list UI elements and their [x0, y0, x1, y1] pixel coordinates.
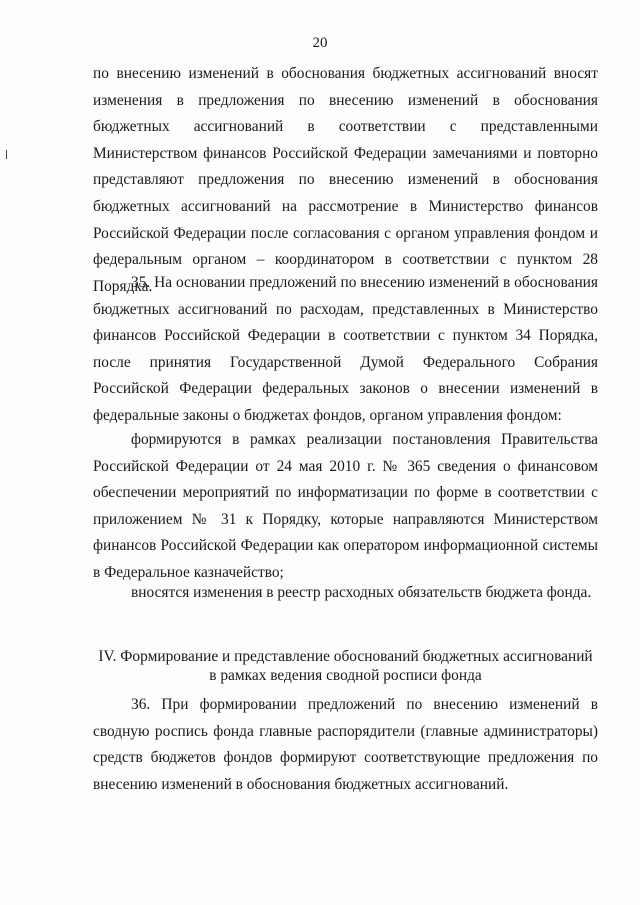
paragraph-subitem-forming: формируются в рамках реализации постановления Правительства Российской Федерации от 24 мая 2010 г. № 365 сведения о финансовом обеспечении мероприятий по информатизации по форме в соответствии с приложением № 31 к Порядку, которые направляются Министерством финансов Российской Федерации как оператором информационной системы в Федеральное казначейство; [93, 431, 598, 581]
margin-mark [6, 150, 7, 159]
section-heading-line2: в рамках ведения сводной росписи фонда [209, 667, 482, 684]
paragraph-subitem-registry: вносятся изменения в реестр расходных обязательств бюджета фонда. [131, 584, 592, 601]
section-heading-line1: IV. Формирование и представление обоснований бюджетных ассигнований [98, 648, 593, 665]
paragraph-continuation: по внесению изменений в обоснования бюджетных ассигнований вносят изменения в предложения по внесению изменений в обоснования бюджетных ассигнований в соответствии с представленными Министерством финансов Российской Федерации замечаниями и повторно представляют предложения по внесению изменений в обоснования бюджетных ассигнований на рассмотрение в Министерство финансов Российской Федерации после согласования с органом управления фондом и федеральным органом – координатором в соответствии с пунктом 28 Порядка. [93, 65, 598, 295]
paragraph-item-35: 35. На основании предложений по внесению изменений в обоснования бюджетных ассигнований по расходам, представленных в Министерство финансов Российской Федерации в соответствии с пунктом 34 Порядка, после принятия Государственной Думой Федерального Собрания Российской Федерации федеральных законов о внесении изменений в федеральные законы о бюджетах фондов, органом управления фондом: [93, 274, 598, 424]
section-heading [93, 647, 598, 685]
paragraph-item-36: 36. При формировании предложений по внесению изменений в сводную роспись фонда главные распорядители (главные администраторы) средств бюджетов фондов формируют соответствующие предложения по внесению изменений в обоснования бюджетных ассигнований. [93, 696, 598, 793]
page-number: 20 [312, 35, 328, 51]
